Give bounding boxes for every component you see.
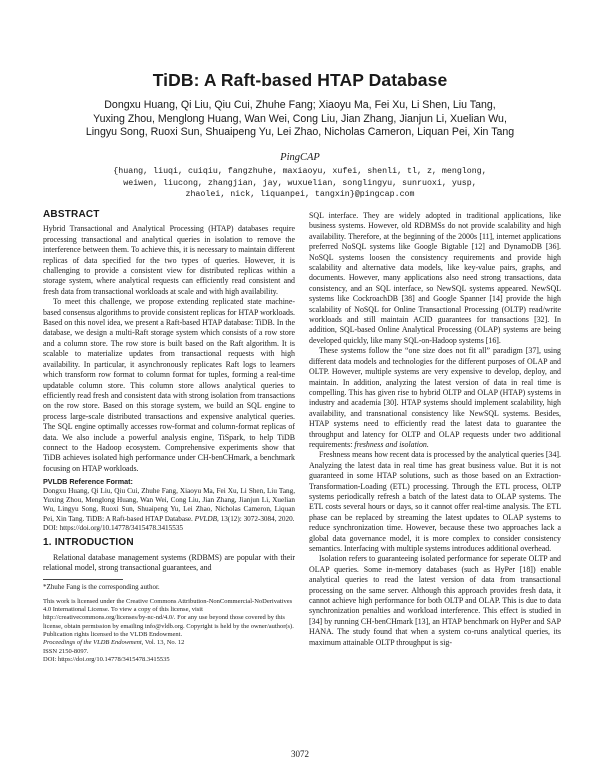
left-column <box>43 210 295 664</box>
license-notice <box>43 598 295 664</box>
reference-doi: DOI: https://doi.org/10.14778/3415478.3415535 <box>43 524 184 533</box>
issn: ISSN 2150-8097. <box>43 647 89 655</box>
footnote-rule <box>43 579 123 580</box>
introduction-heading: 1. INTRODUCTION <box>43 536 134 548</box>
email-line: zhaolei, nick, liquanpei, tangxin}@pingcap.com <box>185 190 415 200</box>
author-emails <box>50 166 550 201</box>
footnote: *Zhuhe Fang is the corresponding author. <box>43 582 160 591</box>
email-line: weiwen, liucong, zhangjian, jay, wuxuelian, songlingyu, sunruoxi, yusp, <box>123 178 477 188</box>
affiliation: PingCAP <box>280 152 320 163</box>
body-paragraph: Isolation refers to guaranteeing isolated performance for seperate OLTP and OLAP queries. Some in-memory databases (such as HyPer [18]) enable analytical queries to read the latest version of data from transactional processing on the same server. Although this approach provides fresh data, it cannot achieve high performance for both OLTP and OLAP. This is due to data synchronization penalties and workload interference. This effect is studied in [34] by running CH-benCHmark [13], an HTAP benchmark on HyPer and SAP HANA. The study found that when a system co-runs analytical queries, its maximum attainable OLTP throughput is sig- <box>309 554 561 647</box>
abstract-paragraph: Hybrid Transactional and Analytical Processing (HTAP) databases require processing transactional and analytical queries in isolation to remove the interference between them. To achieve this, it is necessary to maintain different replicas of data specified for the two types of queries. However, it is challenging to provide a consistent view for distributed replicas within a storage system, where analytical requests can efficiently read consistent and fresh data from transactional workloads at scale and with high availability. <box>43 224 295 296</box>
proceedings-title: Proceedings of the VLDB Endowment, <box>43 639 144 647</box>
paper-title: TiDB: A Raft-based HTAP Database <box>152 70 448 90</box>
abstract-paragraph: To meet this challenge, we propose extending replicated state machine-based consensus algorithms to provide consistent replicas for HTAP workloads. Based on this novel idea, we present a Raft-based HTAP database: TiDB. In the database, we design a multi-Raft storage system which consists of a row store and a column store. The row store is built based on the Raft algorithm. It is scalable to materialize updates from transactional requests with high availability. In particular, it asynchronously replicates Raft logs to learners which transform row format to column format for tuples, forming a real-time updatable column store. This column store allows analytical queries to efficiently read fresh and consistent data with strong isolation from transactions on the row store. Based on this storage system, we build an SQL engine to process large-scale distributed transactions and expensive analytical queries. The SQL engine optimally accesses row-format and column-format replicas of data. We also include a powerful analysis engine, TiSpark, to help TiDB connect to the Hadoop ecosystem. Comprehensive experiments show that TiDB achieves isolated high performance under CH-benCHmark, a benchmark focusing on HTAP workloads. <box>43 297 295 473</box>
body-paragraph: These systems follow the “one size does not fit all” paradigm [37], using different data models and technologies for the different purposes of OLAP and OLTP. However, multiple systems are very expensive to develop, deploy, and maintain. In addition, analyzing the latest version of data in real time is compelling. This has given rise to hybrid OLTP and OLAP (HTAP) systems in industry and academia [30]. HTAP systems should implement scalability, high availability, and transnational consistency like NewSQL systems. Besides, HTAP systems need to efficiently read the latest data to guarantee the throughput and latency for OLTP and OLAP requests under two additional requirements: freshness and isolation. <box>309 346 561 449</box>
author-line: Dongxu Huang, Qi Liu, Qiu Cui, Zhuhe Fang; Xiaoyu Ma, Fei Xu, Li Shen, Liu Tang, <box>104 99 496 111</box>
proceedings-volume: Vol. 13, No. 12 <box>144 639 185 647</box>
author-list <box>40 99 560 140</box>
reference-format-text: Dongxu Huang, Qi Liu, Qiu Cui, Zhuhe Fang, Xiaoyu Ma, Fei Xu, Li Shen, Liu Tang, Yuxing Zhou, Menglong Huang, Wan Wei, Cong Liu, Jian Zhang, Jianjun Li, Xuelian Wu, Lingyu Song, Ruoxi Sun, Shuaipeng Yu, Lei Zhao, Nicholas Cameron, Liquan Pei, Xin Tang. TiDB: A Raft-based HTAP Database. <box>43 486 295 523</box>
license-doi: DOI: https://doi.org/10.14778/3415478.3415535 <box>43 655 170 663</box>
reference-format-details: 13(12): 3072-3084, 2020. <box>220 514 295 523</box>
author-line: Yuxing Zhou, Menglong Huang, Wan Wei, Cong Liu, Jian Zhang, Jianjun Li, Xuelian Wu, <box>93 112 507 125</box>
reference-format-venue: PVLDB, <box>194 514 219 523</box>
emphasis-text: freshness and isolation. <box>354 439 429 449</box>
introduction-paragraph: Relational database management systems (RDBMS) are popular with their relational model, strong transactional guarantees, and <box>43 553 295 573</box>
author-line: Lingyu Song, Ruoxi Sun, Shuaipeng Yu, Lei Zhao, Nicholas Cameron, Liquan Pei, Xin Tang <box>85 126 515 139</box>
email-line: {huang, liuqi, cuiqiu, fangzhuhe, maxiaoyu, xufei, shenli, tl, z, menglong, <box>113 167 487 176</box>
right-column <box>309 211 561 648</box>
reference-format <box>43 477 295 533</box>
body-paragraph: SQL interface. They are widely adopted in traditional applications, like business systems. However, old RDBMSs do not provide scalability and high availability. Therefore, at the beginning of the 2000s [11], internet applications preferred NoSQL systems like Google Bigtable [12] and DynamoDB [36]. NoSQL systems loosen the consistency requirements and provide high scalability and alternative data models, like key-value pairs, graphs, and documents. However, many applications also need strong transactions, data consistency, and an SQL interface, so NewSQL systems appeared. NewSQL systems like CockroachDB [38] and Google Spanner [14] provide the high scalability of NoSQL for Online Transactional Processing (OLTP) read/write workloads and still maintain ACID guarantees for transactions [32]. In addition, SQL-based Online Analytical Processing (OLAP) systems are being developed quickly, like many SQL-on-Hadoop systems [16]. <box>309 211 561 345</box>
license-text: This work is licensed under the Creative Commons Attribution-NonCommercial-NoDerivatives 4.0 International License. To view a copy of this license, visit http://creativecommons.org/licenses/by-nc-nd/4.0/. For any use beyond those covered by this license, obtain permission by emailing info@vldb.org. Copyright is held by the owner/author(s). Publication rights licensed to the VLDB Endowment. <box>43 597 294 638</box>
reference-format-heading: PVLDB Reference Format: <box>43 477 133 487</box>
body-paragraph: Freshness means how recent data is processed by the analytical queries [34]. Analyzing the latest data in real time has great business value. But it is not guaranteed in some HTAP solutions, such as those based on an Extraction-Transformation-Loading (ETL) processing. Through the ETL process, OLTP systems periodically refresh a batch of the latest data to OLAP systems. The ETL costs several hours or days, so it cannot offer real-time analysis. The ETL phase can be replaced by streaming the latest updates to OLAP systems to reduce synchronization time. However, because these two approaches lack a global data governance model, it is more complex to consider consistency semantics. Interfacing with multiple systems introduces additional overhead. <box>309 450 561 553</box>
page-number: 3072 <box>291 749 309 759</box>
abstract-heading: ABSTRACT <box>43 209 100 220</box>
